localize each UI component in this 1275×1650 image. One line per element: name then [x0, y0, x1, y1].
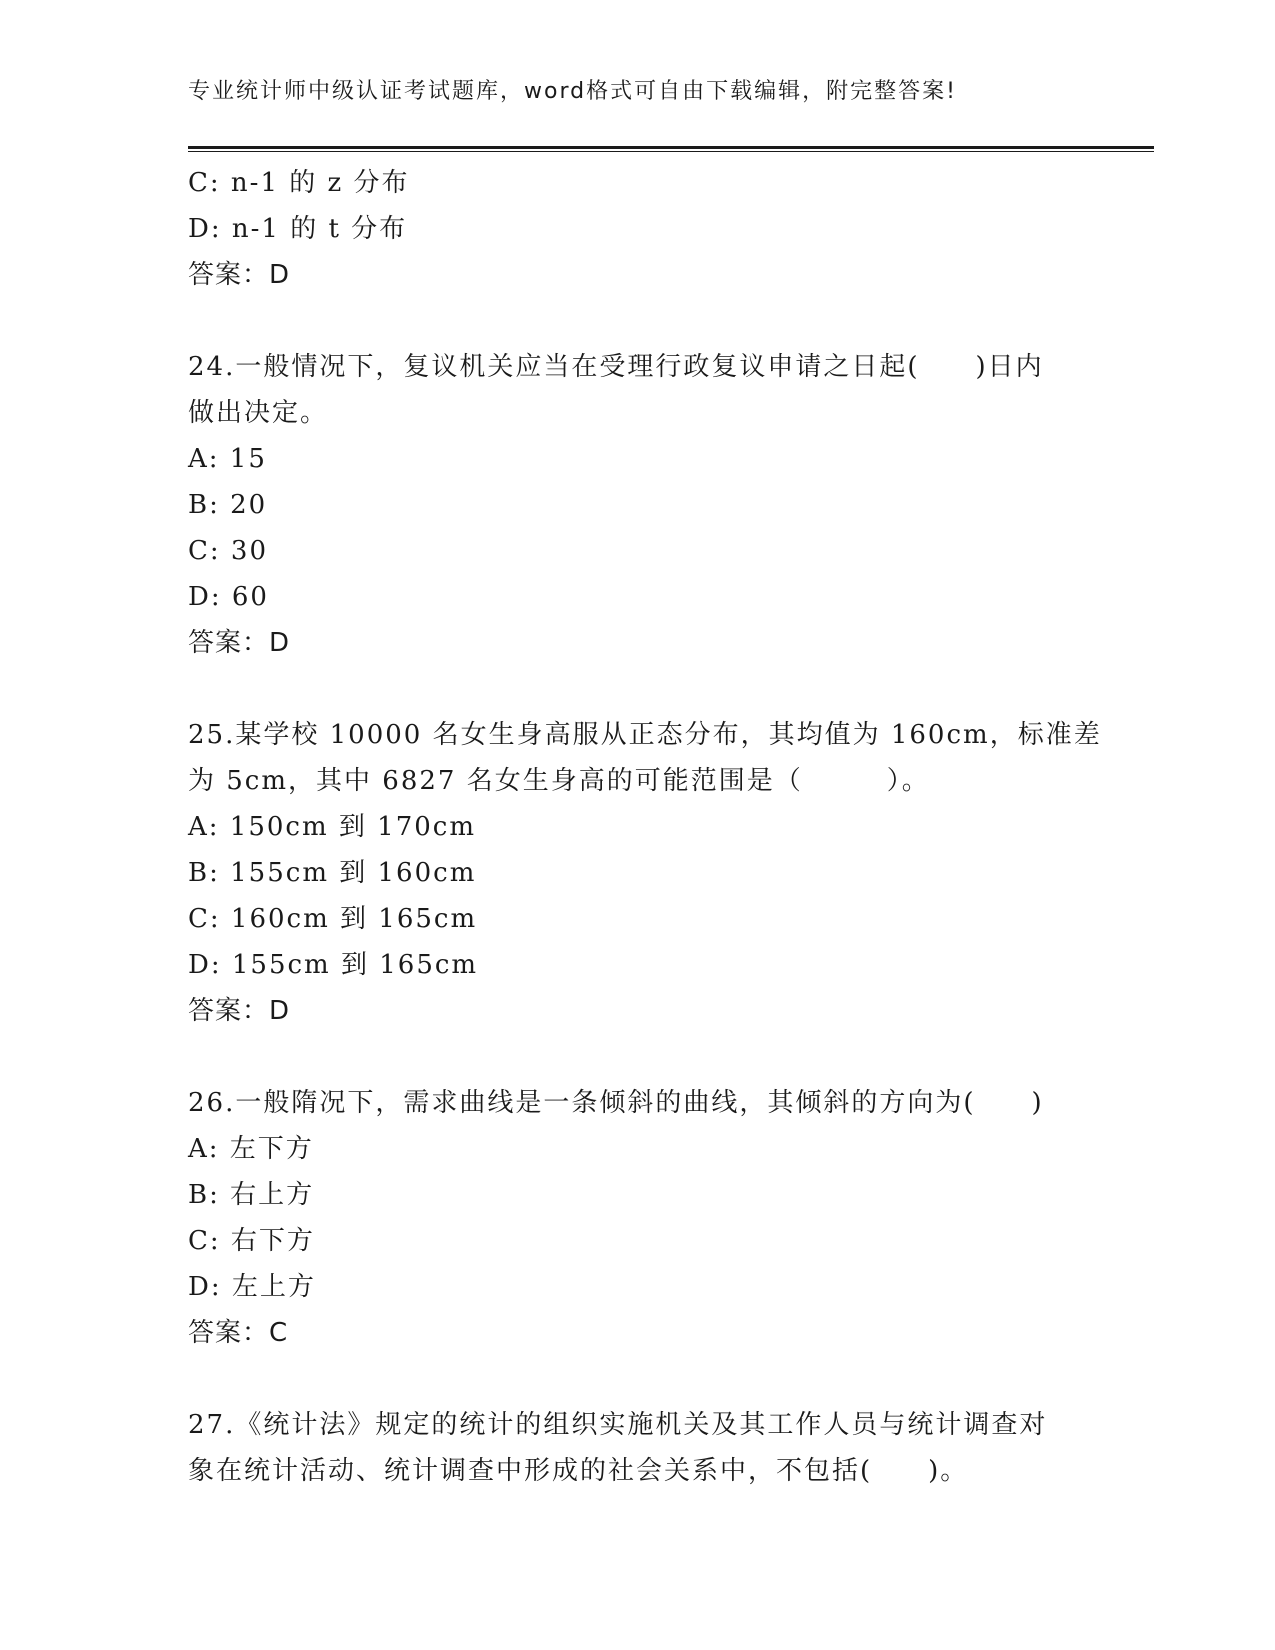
prev-question: [188, 160, 1088, 298]
question-text: 24.一般情况下，复议机关应当在受理行政复议申请之日起( )日内: [188, 352, 1044, 382]
answer: 答案：D: [188, 996, 291, 1026]
question-text: 象在统计活动、统计调查中形成的社会关系中，不包括( )。: [188, 1456, 969, 1486]
question-text: 做出决定。: [188, 398, 329, 428]
question-24: [188, 344, 1088, 666]
question-text: 25.某学校 10000 名女生身高服从正态分布，其均值为 160cm，标准差: [188, 720, 1102, 750]
question-26: [188, 1080, 1088, 1356]
option: C: 右下方: [188, 1226, 315, 1256]
option: D: 155cm 到 165cm: [188, 950, 479, 980]
option: B: 右上方: [188, 1180, 315, 1210]
answer: 答案：D: [188, 260, 291, 290]
answer: 答案：D: [188, 628, 291, 658]
option: B: 155cm 到 160cm: [188, 858, 477, 888]
option: C: 30: [188, 536, 269, 566]
option: D: 60: [188, 582, 269, 612]
option: A: 15: [188, 444, 267, 474]
option: D: n-1 的 t 分布: [188, 214, 408, 244]
answer: 答案：C: [188, 1318, 289, 1348]
page-header: 专业统计师中级认证考试题库，word格式可自由下载编辑，附完整答案!: [188, 79, 957, 104]
option: A: 150cm 到 170cm: [188, 812, 477, 842]
option: A: 左下方: [188, 1134, 314, 1164]
option: C: n-1 的 z 分布: [188, 168, 410, 198]
option: C: 160cm 到 165cm: [188, 904, 478, 934]
option: D: 左上方: [188, 1272, 316, 1302]
header-rule: [188, 146, 1154, 149]
question-25: [188, 712, 1102, 1034]
question-text: 26.一般隋况下，需求曲线是一条倾斜的曲线，其倾斜的方向为( ): [188, 1088, 1044, 1118]
question-text: 为 5cm，其中 6827 名女生身高的可能范围是（ ）。: [188, 766, 930, 796]
document-body: [188, 160, 1102, 1494]
question-text: 27.《统计法》规定的统计的组织实施机关及其工作人员与统计调查对: [188, 1410, 1048, 1440]
option: B: 20: [188, 490, 268, 520]
question-27: [188, 1402, 1088, 1494]
header-rule-thin: [188, 151, 1154, 152]
